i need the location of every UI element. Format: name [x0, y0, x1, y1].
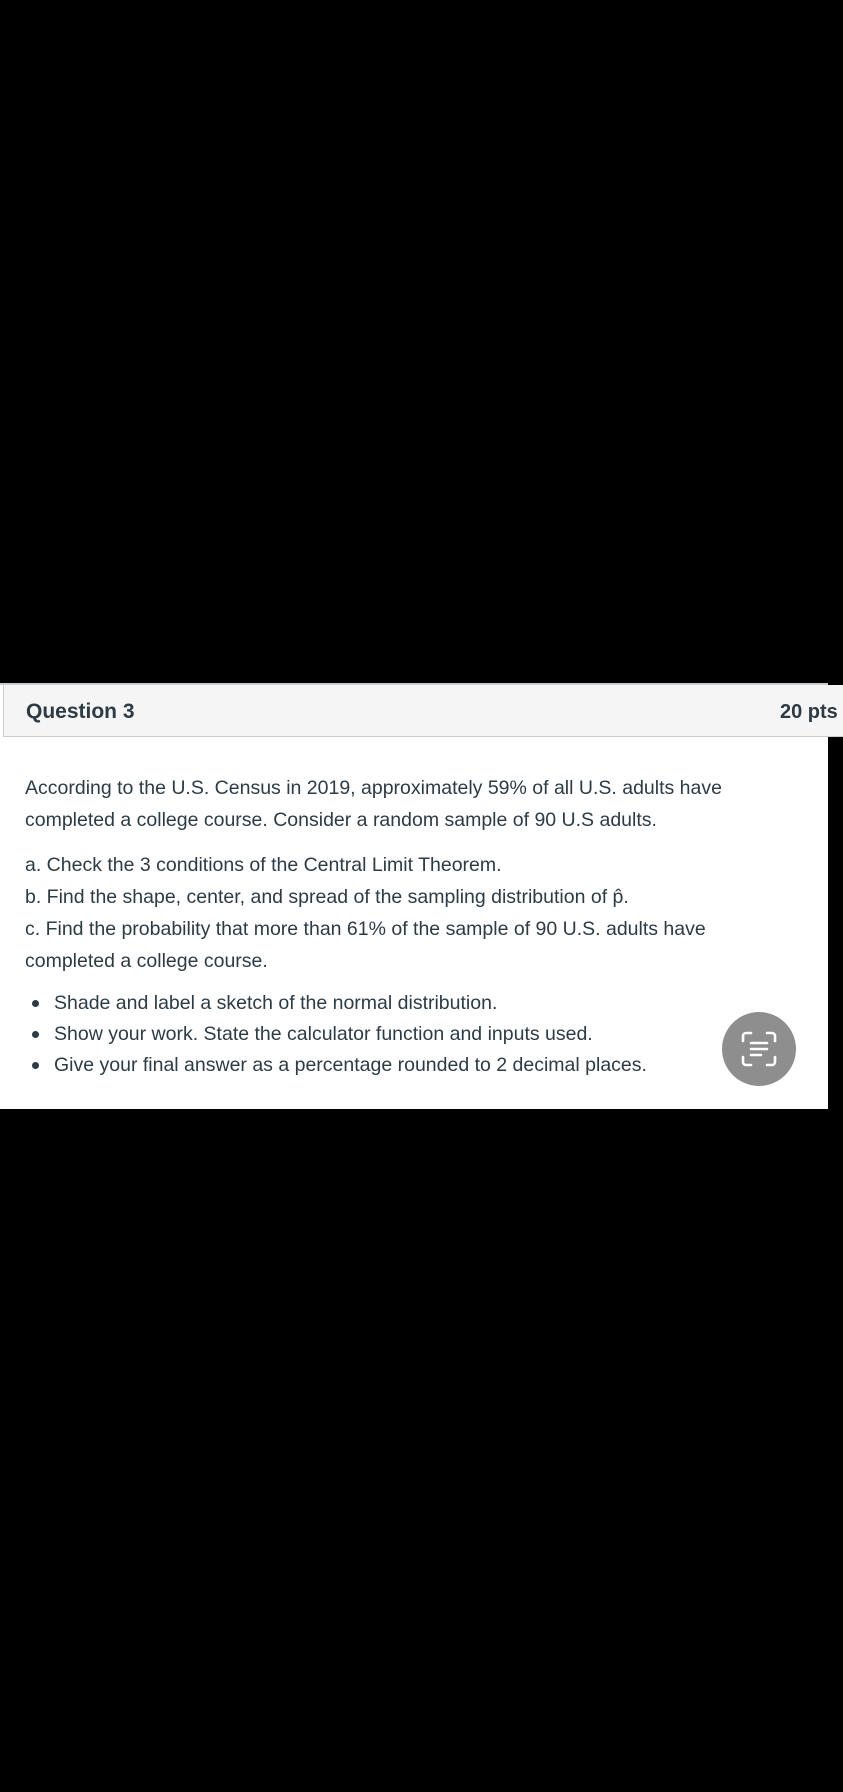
question-points: 20 pts — [780, 701, 838, 723]
question-body — [25, 772, 785, 1081]
question-parts — [25, 849, 785, 977]
instruction-list — [25, 988, 785, 1081]
question-card — [0, 683, 838, 1109]
intro-line-2: completed a college course. Consider a random sample of 90 U.S adults. — [25, 809, 657, 831]
bullet-icon — [32, 1062, 39, 1069]
live-text-scan-button[interactable] — [722, 1012, 796, 1086]
part-a: a. Check the 3 conditions of the Central Limit Theorem. — [25, 854, 502, 876]
question-intro — [25, 772, 785, 836]
bullet-icon — [32, 1031, 39, 1038]
instruction-text: Give your final answer as a percentage rounded to 2 decimal places. — [54, 1054, 647, 1076]
instruction-text: Show your work. State the calculator function and inputs used. — [54, 1023, 593, 1045]
list-item — [25, 1050, 785, 1081]
part-c-line-1: c. Find the probability that more than 61% of the sample of 90 U.S. adults have — [25, 918, 706, 940]
question-header — [3, 685, 843, 737]
list-item — [25, 1019, 785, 1050]
bullet-icon — [32, 1000, 39, 1007]
part-c-line-2: completed a college course. — [25, 950, 268, 972]
question-title: Question 3 — [26, 700, 135, 723]
instruction-text: Shade and label a sketch of the normal distribution. — [54, 992, 498, 1014]
list-item — [25, 988, 785, 1019]
part-b: b. Find the shape, center, and spread of the sampling distribution of p̂. — [25, 886, 629, 908]
text-scan-icon — [737, 1027, 781, 1071]
intro-line-1: According to the U.S. Census in 2019, approximately 59% of all U.S. adults have — [25, 777, 722, 799]
